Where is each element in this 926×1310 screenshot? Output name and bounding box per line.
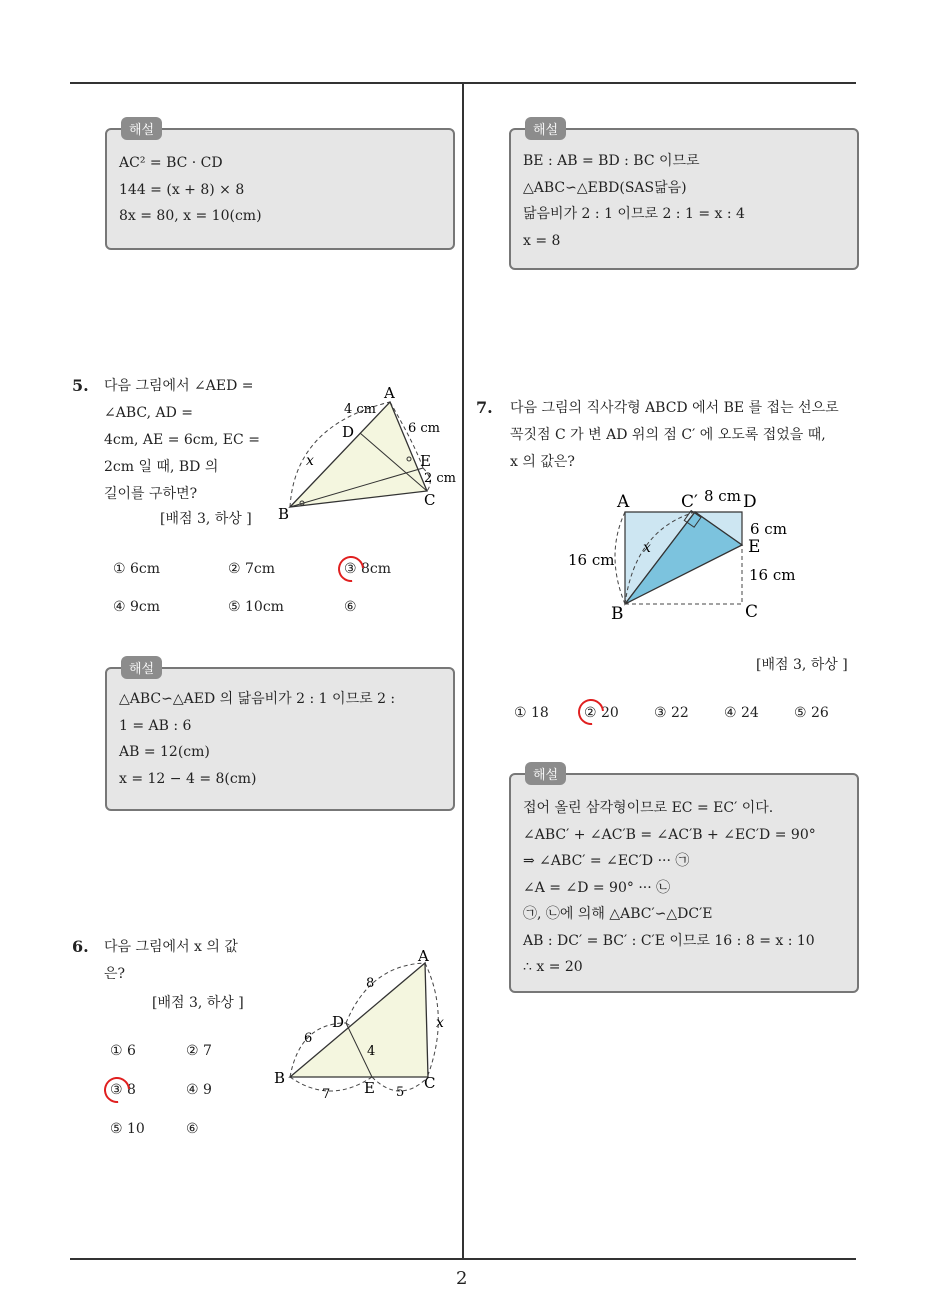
solution-tag: 해설 bbox=[121, 117, 162, 140]
label-C: C bbox=[424, 491, 436, 509]
question-text-7 bbox=[510, 395, 860, 476]
score-label-7: [배점 3, 하상 ] bbox=[756, 657, 848, 673]
score-label-5: [배점 3, 하상 ] bbox=[160, 511, 252, 527]
answer-mark-5 bbox=[333, 551, 370, 588]
page-number: 2 bbox=[456, 1268, 468, 1289]
solution-tag: 해설 bbox=[525, 762, 566, 785]
label-Cp: C′ bbox=[681, 492, 698, 512]
question-line: 다음 그림에서 ∠AED = bbox=[104, 378, 254, 394]
label-D: D bbox=[342, 423, 355, 441]
choice-5-6[interactable]: ⑥ bbox=[344, 599, 357, 615]
label-EC: 16 cm bbox=[749, 566, 796, 584]
choice-7-2[interactable]: ② 20 bbox=[584, 705, 619, 721]
label-AD: 8 bbox=[366, 976, 375, 991]
choice-7-4[interactable]: ④ 24 bbox=[724, 705, 759, 721]
choice-5-2[interactable]: ② 7cm bbox=[228, 561, 276, 577]
label-A: A bbox=[617, 492, 630, 512]
label-CpD: 8 cm bbox=[704, 487, 741, 505]
solution-box-q5 bbox=[105, 662, 455, 811]
choice-7-1[interactable]: ① 18 bbox=[514, 705, 549, 721]
solution-line: △ABC∽△AED 의 닮음비가 2 : 1 이므로 2 : bbox=[119, 691, 396, 707]
label-AE: 6 cm bbox=[408, 421, 441, 436]
figure-q5 bbox=[270, 385, 460, 525]
answer-mark-6 bbox=[99, 1072, 136, 1109]
solution-line: 8x = 80, x = 10(cm) bbox=[119, 208, 262, 224]
choice-5-4[interactable]: ④ 9cm bbox=[113, 599, 161, 615]
label-x: x bbox=[436, 1015, 444, 1031]
label-E: E bbox=[420, 452, 431, 470]
question-line: 4cm, AE = 6cm, EC = bbox=[104, 432, 260, 448]
question-line: 길이를 구하면? bbox=[104, 486, 198, 502]
solution-line: 144 = (x + 8) × 8 bbox=[119, 181, 245, 198]
solution-line: x = 12 − 4 = 8(cm) bbox=[119, 770, 257, 787]
label-x: x bbox=[306, 453, 314, 469]
question-line: 다음 그림에서 x 의 값 bbox=[104, 939, 238, 955]
label-E: E bbox=[364, 1079, 375, 1097]
solution-line: AB : DC′ = BC′ : C′E 이므로 16 : 8 = x : 10 bbox=[523, 932, 815, 949]
choice-7-5[interactable]: ⑤ 26 bbox=[794, 705, 829, 721]
solution-box-q7 bbox=[509, 768, 859, 993]
solution-box-q6 bbox=[509, 123, 859, 270]
solution-tag: 해설 bbox=[121, 656, 162, 679]
question-number-6: 6. bbox=[72, 937, 89, 956]
solution-line: AB = 12(cm) bbox=[119, 744, 210, 760]
question-line: x 의 값은? bbox=[510, 454, 575, 470]
choice-6-1[interactable]: ① 6 bbox=[110, 1043, 136, 1059]
question-text-5 bbox=[104, 373, 264, 508]
label-C: C bbox=[745, 602, 759, 622]
question-line: ∠ABC, AD = bbox=[104, 405, 194, 421]
choice-6-2[interactable]: ② 7 bbox=[186, 1043, 212, 1059]
solution-line: BE : AB = BD : BC 이므로 bbox=[523, 153, 700, 169]
label-A: A bbox=[384, 385, 395, 402]
question-line: 꼭짓점 C 가 변 AD 위의 점 C′ 에 오도록 접었을 때, bbox=[510, 427, 826, 443]
solution-line: ⇒ ∠ABC′ = ∠EC′D ··· ㉠ bbox=[523, 853, 690, 869]
solution-line: x = 8 bbox=[523, 232, 561, 249]
label-C: C bbox=[424, 1074, 436, 1092]
question-line: 은? bbox=[104, 966, 126, 982]
label-AB: 16 cm bbox=[568, 551, 615, 569]
label-B: B bbox=[274, 1069, 286, 1087]
solution-line: 1 = AB : 6 bbox=[119, 717, 192, 734]
label-BD: 6 bbox=[304, 1031, 313, 1046]
label-B: B bbox=[278, 505, 290, 523]
solution-tag: 해설 bbox=[525, 117, 566, 140]
choice-6-3[interactable]: ③ 8 bbox=[110, 1082, 136, 1098]
label-EC: 2 cm bbox=[424, 471, 457, 486]
choice-6-6[interactable]: ⑥ bbox=[186, 1121, 199, 1137]
label-D: D bbox=[743, 492, 757, 512]
question-number-7: 7. bbox=[476, 398, 493, 417]
choice-7-3[interactable]: ③ 22 bbox=[654, 705, 689, 721]
choice-6-5[interactable]: ⑤ 10 bbox=[110, 1121, 145, 1137]
figure-q7 bbox=[565, 485, 815, 625]
label-BE: 7 bbox=[322, 1087, 331, 1102]
solution-line: ㉠, ㉡에 의해 △ABC′∽△DC′E bbox=[523, 906, 713, 922]
solution-line: ∴ x = 20 bbox=[523, 959, 583, 975]
label-DE: 4 bbox=[367, 1044, 376, 1059]
label-B: B bbox=[611, 604, 624, 624]
choice-5-5[interactable]: ⑤ 10cm bbox=[228, 599, 284, 615]
figure-q6 bbox=[270, 945, 460, 1105]
bottom-rule bbox=[70, 1258, 856, 1260]
solution-line: ∠A = ∠D = 90° ··· ㉡ bbox=[523, 879, 671, 896]
answer-mark-7 bbox=[573, 694, 610, 731]
solution-line: △ABC∽△EBD(SAS닮음) bbox=[523, 179, 687, 196]
question-line: 다음 그림의 직사각형 ABCD 에서 BE 를 접는 선으로 bbox=[510, 400, 839, 416]
label-D: D bbox=[332, 1013, 345, 1031]
label-AD: 4 cm bbox=[344, 402, 377, 417]
label-E: E bbox=[748, 537, 761, 557]
question-text-6 bbox=[104, 934, 274, 988]
solution-line: ∠ABC′ + ∠AC′B = ∠AC′B + ∠EC′D = 90° bbox=[523, 826, 816, 843]
choice-5-3[interactable]: ③ 8cm bbox=[344, 561, 392, 577]
score-label-6: [배점 3, 하상 ] bbox=[152, 995, 244, 1011]
solution-line: 접어 올린 삼각형이므로 EC = EC′ 이다. bbox=[523, 800, 774, 816]
label-EC: 5 bbox=[396, 1085, 405, 1100]
column-divider bbox=[462, 82, 464, 1258]
label-A: A bbox=[418, 947, 429, 965]
question-line: 2cm 일 때, BD 의 bbox=[104, 459, 219, 475]
question-number-5: 5. bbox=[72, 376, 89, 395]
label-DE: 6 cm bbox=[750, 520, 787, 538]
choice-5-1[interactable]: ① 6cm bbox=[113, 561, 161, 577]
choice-6-4[interactable]: ④ 9 bbox=[186, 1082, 212, 1098]
solution-line: AC² = BC · CD bbox=[119, 155, 223, 171]
solution-line: 닮음비가 2 : 1 이므로 2 : 1 = x : 4 bbox=[523, 206, 745, 222]
solution-box-q4 bbox=[105, 123, 455, 250]
label-x: x bbox=[643, 540, 651, 556]
